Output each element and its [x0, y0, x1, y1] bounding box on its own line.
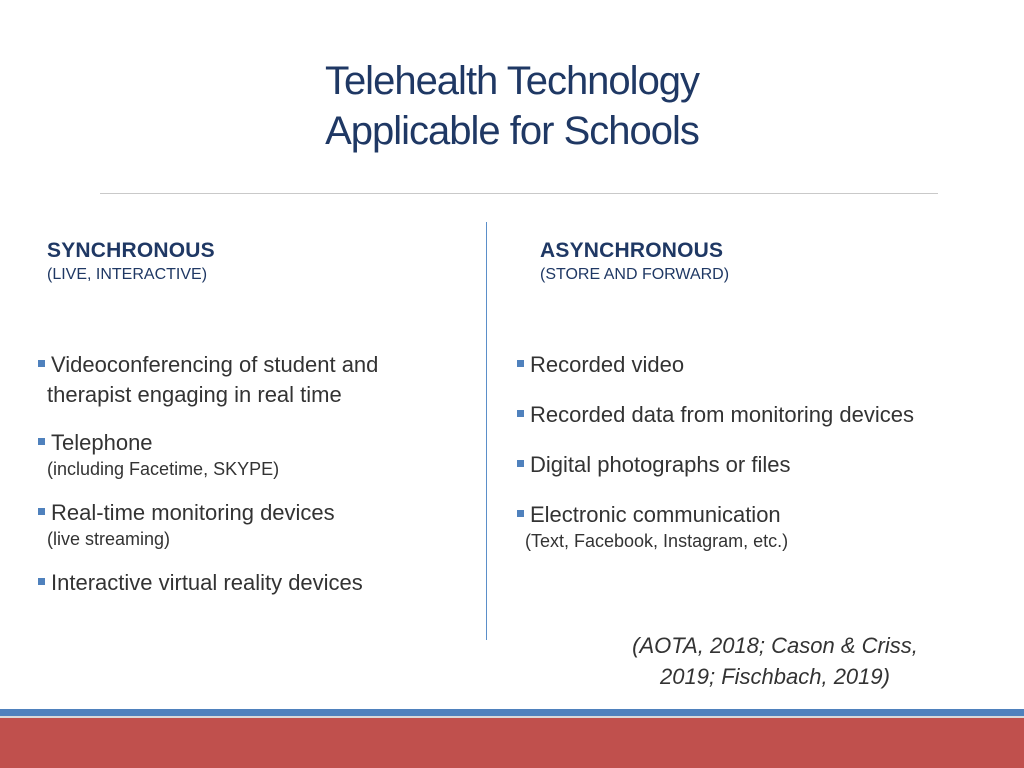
square-bullet-icon: [517, 360, 524, 367]
list-item: Interactive virtual reality devices: [38, 568, 478, 598]
list-item: Real-time monitoring devices (live streaming): [38, 498, 478, 550]
synchronous-header: [47, 238, 215, 286]
square-bullet-icon: [38, 508, 45, 515]
square-bullet-icon: [38, 360, 45, 367]
title-line-1: Telehealth Technology: [324, 59, 700, 103]
list-item-note: (including Facetime, SKYPE): [47, 459, 280, 479]
synchronous-list: [38, 350, 478, 598]
column-divider: [486, 222, 487, 640]
title-line-2: Applicable for Schools: [325, 109, 699, 153]
footer-blue-stripe: [0, 709, 1024, 716]
list-item: Recorded video: [517, 350, 1007, 380]
asynchronous-subheading: (STORE AND FORWARD): [540, 266, 730, 283]
asynchronous-heading: ASYNCHRONOUS: [540, 239, 724, 262]
square-bullet-icon: [38, 578, 45, 585]
list-item-continuation: therapist engaging in real time: [47, 382, 342, 407]
square-bullet-icon: [517, 510, 524, 517]
asynchronous-list: [517, 350, 1007, 552]
square-bullet-icon: [517, 410, 524, 417]
list-item-note: (Text, Facebook, Instagram, etc.): [525, 531, 789, 551]
square-bullet-icon: [517, 460, 524, 467]
list-item-note: (live streaming): [47, 529, 171, 549]
list-item: Videoconferencing of student and therapist engaging in real time: [38, 350, 478, 410]
citation: [600, 630, 950, 692]
title-divider: [100, 193, 938, 194]
square-bullet-icon: [38, 438, 45, 445]
synchronous-heading: SYNCHRONOUS: [47, 239, 215, 262]
synchronous-subheading: (LIVE, INTERACTIVE): [47, 266, 208, 283]
asynchronous-header: [540, 238, 729, 286]
list-item: Electronic communication (Text, Facebook, Instagram, etc.): [517, 500, 1007, 552]
footer-red-band: [0, 718, 1024, 768]
list-item: Digital photographs or files: [517, 450, 1007, 480]
list-item: Telephone (including Facetime, SKYPE): [38, 428, 478, 480]
citation-line-1: (AOTA, 2018; Cason & Criss,: [632, 633, 918, 658]
slide-title: [0, 56, 1024, 156]
list-item: Recorded data from monitoring devices: [517, 400, 1007, 430]
citation-line-2: 2019; Fischbach, 2019): [660, 664, 890, 689]
